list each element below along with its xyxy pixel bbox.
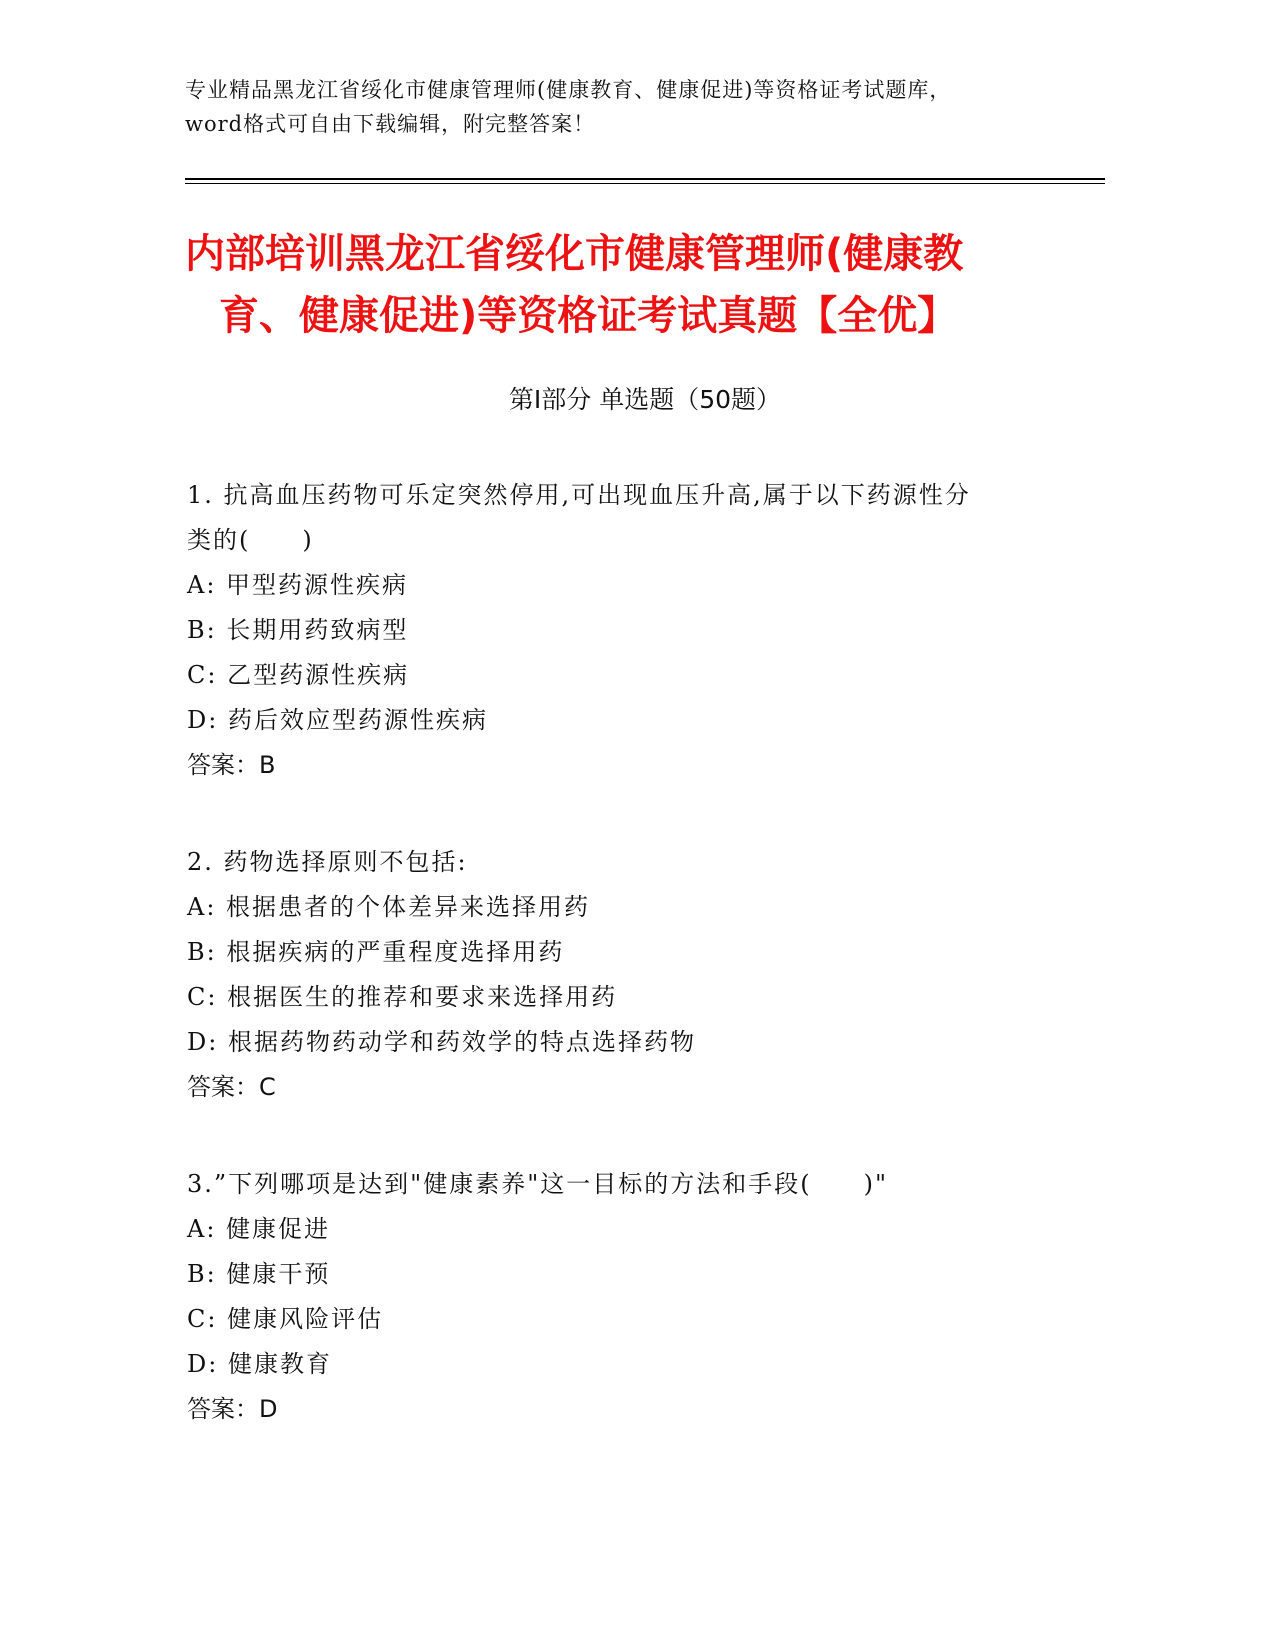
option-d: D: 根据药物药动学和药效学的特点选择药物 (187, 1028, 696, 1056)
option-c: C: 根据医生的推荐和要求来选择用药 (187, 983, 618, 1011)
question-list (187, 473, 1107, 1432)
option-b: B: 长期用药致病型 (187, 616, 409, 644)
document-title (185, 223, 1105, 347)
option-d: D: 药后效应型药源性疾病 (187, 706, 488, 734)
question-stem (187, 1162, 1107, 1207)
document-header (185, 73, 1105, 141)
option-c: C: 健康风险评估 (187, 1305, 384, 1333)
section-heading: 第Ⅰ部分 单选题（50题） (508, 385, 782, 414)
question-stem (187, 840, 1107, 885)
header-line-1: 专业精品黑龙江省绥化市健康管理师(健康教育、健康促进)等资格证考试题库， (185, 78, 952, 102)
question-stem-line: 类的( ) (187, 526, 314, 554)
header-divider-thick (185, 178, 1105, 180)
answer-line: 答案：B (187, 751, 276, 779)
option-c: C: 乙型药源性疾病 (187, 661, 410, 689)
option-b: B: 根据疾病的严重程度选择用药 (187, 938, 565, 966)
option-a: A: 甲型药源性疾病 (187, 571, 409, 599)
question-3 (187, 1162, 1107, 1432)
title-line-2: 育、健康促进)等资格证考试真题【全优】 (219, 293, 958, 339)
header-line-2: word格式可自由下载编辑，附完整答案！ (185, 112, 596, 136)
answer-line: 答案：D (187, 1395, 278, 1423)
question-stem (187, 473, 1107, 563)
question-stem-line: 3.”下列哪项是达到"健康素养"这一目标的方法和手段( )" (187, 1170, 889, 1198)
option-a: A: 根据患者的个体差异来选择用药 (187, 893, 591, 921)
option-b: B: 健康干预 (187, 1260, 331, 1288)
option-d: D: 健康教育 (187, 1350, 332, 1378)
question-stem-line: 1. 抗高血压药物可乐定突然停用,可出现血压升高,属于以下药源性分 (187, 481, 971, 509)
option-a: A: 健康促进 (187, 1215, 331, 1243)
title-line-1: 内部培训黑龙江省绥化市健康管理师(健康教 (185, 231, 964, 277)
answer-line: 答案：C (187, 1073, 276, 1101)
question-stem-line: 2. 药物选择原则不包括: (187, 848, 468, 876)
question-1 (187, 473, 1107, 788)
question-2 (187, 840, 1107, 1110)
header-divider-thin (185, 183, 1105, 184)
